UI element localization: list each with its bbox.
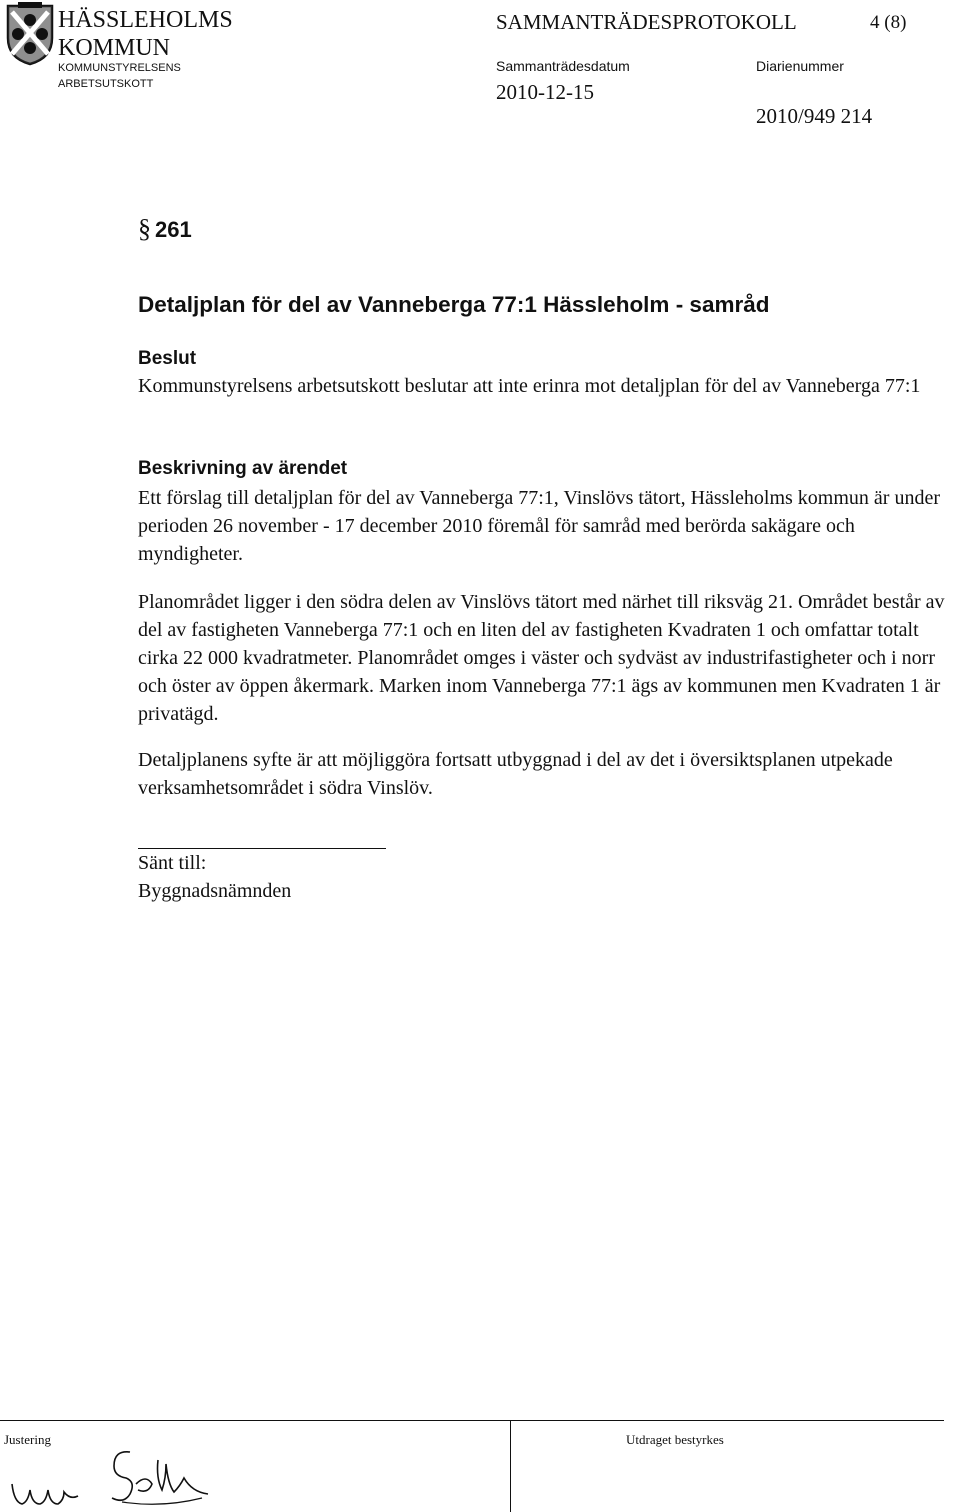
divider (138, 848, 386, 849)
paragraph-number (138, 214, 192, 244)
registration-number-value: 2010/949 214 (756, 104, 873, 128)
section-symbol: § (138, 214, 151, 243)
decision-text: Kommunstyrelsens arbetsutskott beslutar att inte erinra mot detaljplan för del av Vanneberga 77:1 (138, 375, 921, 397)
description-paragraph: Detaljplanens syfte är att möjliggöra fortsatt utbyggnad i del av det i översiktsplanen utpekade verksamhetsområdet i södra Vinslöv. (138, 749, 893, 799)
sent-to-recipient: Byggnadsnämnden (138, 880, 292, 902)
footer-column-divider (510, 1420, 511, 1512)
handwritten-signature (2, 1438, 242, 1510)
sent-to-label: Sänt till: (138, 852, 207, 874)
org-subunit: KOMMUNSTYRELSENS (58, 62, 181, 74)
description-paragraph: Planområdet ligger i den södra delen av Vinslövs tätort med närhet till riksväg 21. Området består av del av fastigheten Vanneberga 77:1 och en liten del av fastigheten Kvadraten 1 och omfattar totalt cirka 22 000 kvadratmeter. Planområdet omges i väster och sydväst av industrifastigheter och i norr och öster av öppen åkermark. Marken inom Vanneberga 77:1 ägs av kommunen men Kvadraten 1 är privatägd. (138, 591, 945, 725)
description-paragraph: Ett förslag till detaljplan för del av Vanneberga 77:1, Vinslövs tätort, Hässleholms kommun är under perioden 26 november - 17 december 2010 föremål för samråd med berörda sakägare och myndigheter. (138, 487, 940, 565)
page-number: 4 (8) (870, 12, 907, 33)
justering-label: Justering (4, 1432, 51, 1447)
registration-number-label: Diarienummer (756, 58, 844, 74)
municipal-seal-icon (4, 2, 56, 66)
org-subunit-line2: ARBETSUTSKOTT (58, 78, 154, 90)
footer-divider (0, 1420, 944, 1421)
meeting-date-value: 2010-12-15 (496, 80, 594, 104)
document-title: SAMMANTRÄDESPROTOKOLL (496, 10, 797, 34)
org-name-line2: KOMMUN (58, 35, 171, 61)
decision-heading: Beslut (138, 348, 197, 369)
certified-extract-label: Utdraget bestyrkes (626, 1432, 724, 1447)
page-title: Detaljplan för del av Vanneberga 77:1 Hässleholm - samråd (138, 292, 770, 317)
description-heading: Beskrivning av ärendet (138, 458, 348, 479)
paragraph-number-value: 261 (155, 217, 192, 242)
org-name: HÄSSLEHOLMS (58, 7, 233, 33)
meeting-date-label: Sammanträdesdatum (496, 58, 630, 74)
